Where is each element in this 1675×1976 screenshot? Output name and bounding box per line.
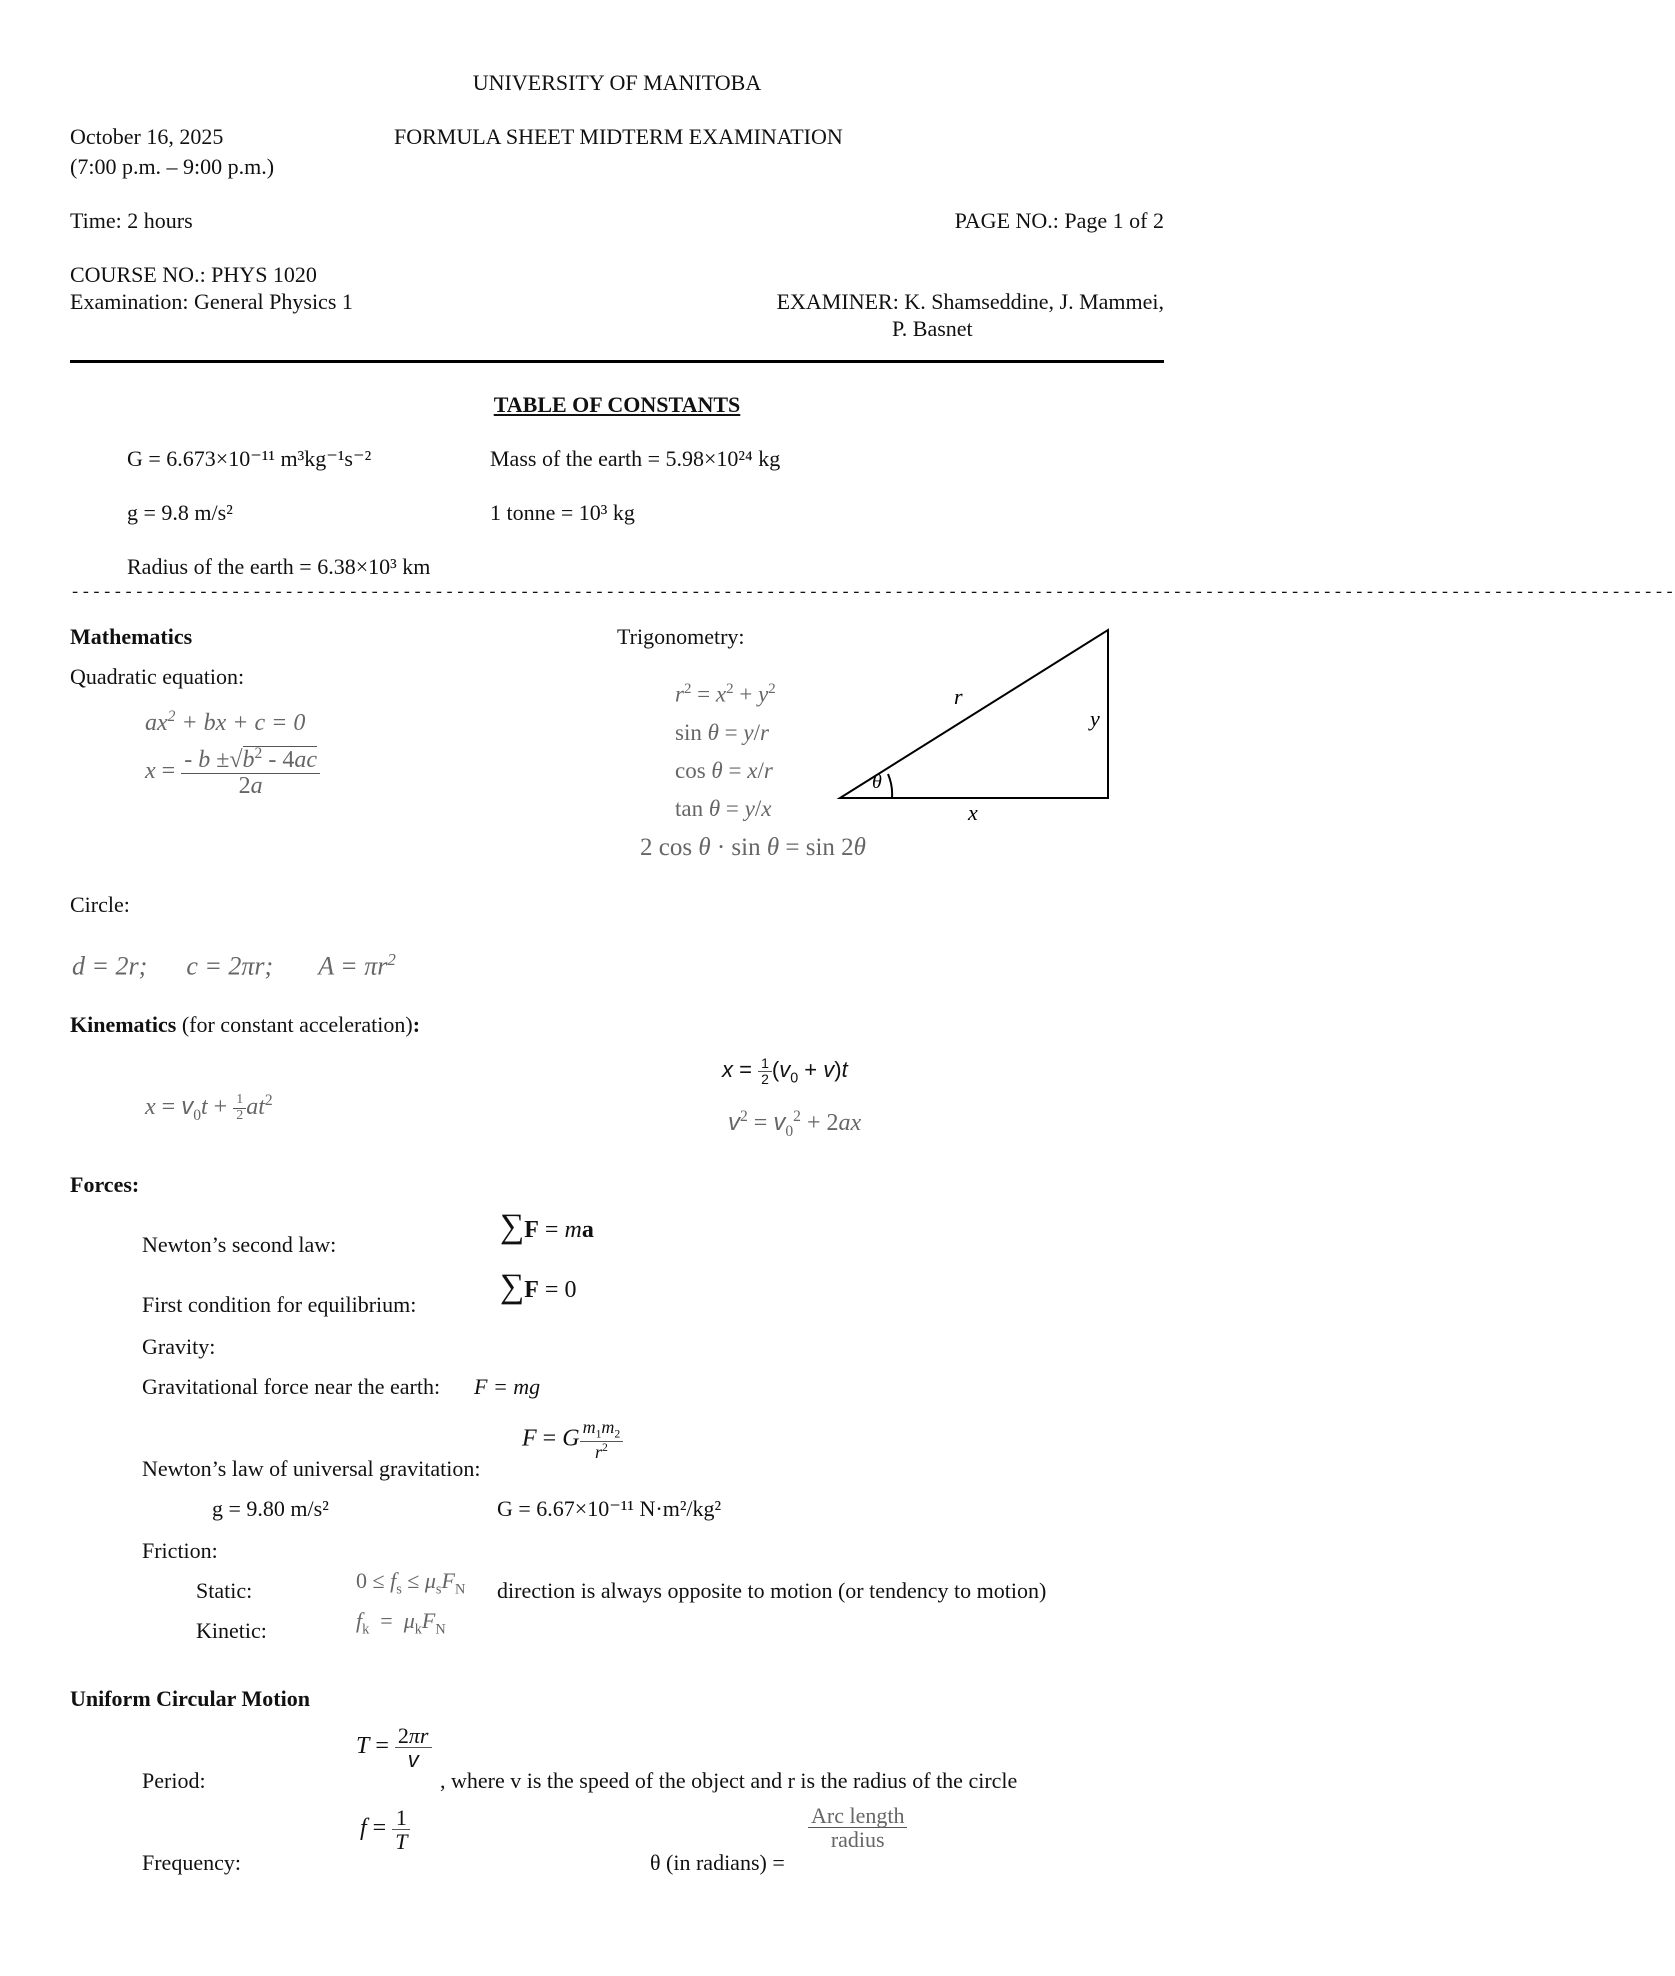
G-value: G = 6.67×10⁻¹¹ N·m²/kg² [497,1496,722,1521]
forces-title: Forces: [70,1172,140,1197]
period-note: , where v is the speed of the object and r is the radius of the circle [440,1768,1018,1793]
constant-g: g = 9.8 m/s² [127,500,233,525]
quadratic-label: Quadratic equation: [70,664,245,689]
first-condition-label: First condition for equilibrium: [142,1292,417,1317]
gravitational-force-formula: F = mg [474,1374,541,1399]
frequency-formula: f = $\frac{1}{T}$ [360,1806,410,1853]
period-formula: T = $\frac{2\pi r}{v}$ [356,1724,432,1771]
radius-text: radius [808,1827,907,1851]
kinetic-friction-formula: $f_k = \mu_kF_N$ [356,1608,446,1638]
double-angle-identity: 2 cos θ · sin θ = sin 2θ [640,834,866,861]
newton-second-law-label: Newton’s second law: [142,1232,337,1257]
radians-label: θ (in radians) = [650,1850,785,1875]
section-divider: ------------------------------------------------------------------------------------------------------------------------------------------------------ [70,584,1675,603]
kinetic-friction-label: Kinetic: [196,1618,267,1643]
examination-name: Examination: General Physics 1 [70,289,353,314]
math-title: Mathematics [70,624,193,649]
examiner-names: EXAMINER: K. Shamseddine, J. Mammei, [776,289,1164,314]
header-rule [70,360,1164,363]
newton-second-law-formula: ∑F = ma [500,1208,594,1245]
kinematics-position: $x = v_0t$ + $\frac{1}{2}$ $at^2$ [145,1092,273,1124]
constant-mass-earth: Mass of the earth = 5.98×10²⁴ kg [490,446,781,471]
exam-date: October 16, 2025 [70,124,224,149]
circle-formulas: d = 2r; c = 2πr; $A = \pi r^2$ [72,950,396,981]
kinematics-colon: : [412,1012,421,1037]
arc-length-text: Arc length [811,1803,905,1828]
first-condition-formula: ∑F = 0 [500,1268,577,1305]
gravitational-force-label: Gravitational force near the earth: [142,1374,441,1399]
exam-duration: Time: 2 hours [70,208,193,233]
constant-G: G = 6.673×10⁻¹¹ m³kg⁻¹s⁻² [127,446,372,471]
circle-label: Circle: [70,892,130,917]
radians-formula [808,1804,907,1851]
triangle-label-r: r [954,684,963,709]
friction-direction-note: direction is always opposite to motion (or tendency to motion) [497,1578,1047,1603]
universal-gravitation-label: Newton’s law of universal gravitation: [142,1456,481,1481]
triangle-label-theta: θ [872,771,882,793]
examiner-names-cont: P. Basnet [892,316,973,341]
kinematics-title: Kinematics [70,1012,177,1037]
trig-label: Trigonometry: [617,624,745,649]
gravity-label: Gravity: [142,1334,216,1359]
page-number: PAGE NO.: Page 1 of 2 [954,208,1164,233]
constants-title: TABLE OF CONSTANTS [493,392,741,417]
triangle-label-y: y [1090,706,1100,731]
exam-title: FORMULA SHEET MIDTERM EXAMINATION [394,124,843,149]
kinematics-heading [70,1012,420,1038]
trig-identities: $r^2 = x^2 + y^2$ sin θ = y/r cos θ = x/r tan θ = y/x [675,681,776,821]
static-friction-label: Static: [196,1578,253,1603]
static-friction-formula: $0 \le f_s \le \mu_sF_N$ [356,1568,466,1598]
constant-tonne: 1 tonne = 10³ kg [490,500,635,525]
right-triangle-diagram [830,620,1130,825]
constant-radius-earth: Radius of the earth = 6.38×10³ km [127,554,431,579]
university-name: UNIVERSITY OF MANITOBA [472,70,762,95]
kinematics-subtitle: (for constant acceleration) [181,1012,413,1037]
kinematics-average-velocity: x = $\frac{1}{2}$ $(v_0 + v)t$ [722,1055,848,1087]
quadratic-formula: x = $\frac{- b \pm√b^2 - 4ac}{2a}$ [145,746,320,799]
kinematics-velocity-squared: $v^2 = v_0^2 + 2ax$ [728,1108,862,1140]
frequency-label: Frequency: [142,1850,241,1875]
exam-time-range: (7:00 p.m. – 9:00 p.m.) [70,154,275,179]
circular-motion-title: Uniform Circular Motion [70,1686,310,1711]
g-value: g = 9.80 m/s² [212,1496,329,1521]
universal-gravitation-formula: F = G $\frac{m_1m_2}{r^2}$ [522,1418,623,1462]
friction-label: Friction: [142,1538,218,1563]
period-label: Period: [142,1768,206,1793]
course-number: COURSE NO.: PHYS 1020 [70,262,317,287]
quadratic-equation: $ax^2$ + bx + c = 0 [145,708,306,736]
triangle-label-x: x [968,800,978,825]
